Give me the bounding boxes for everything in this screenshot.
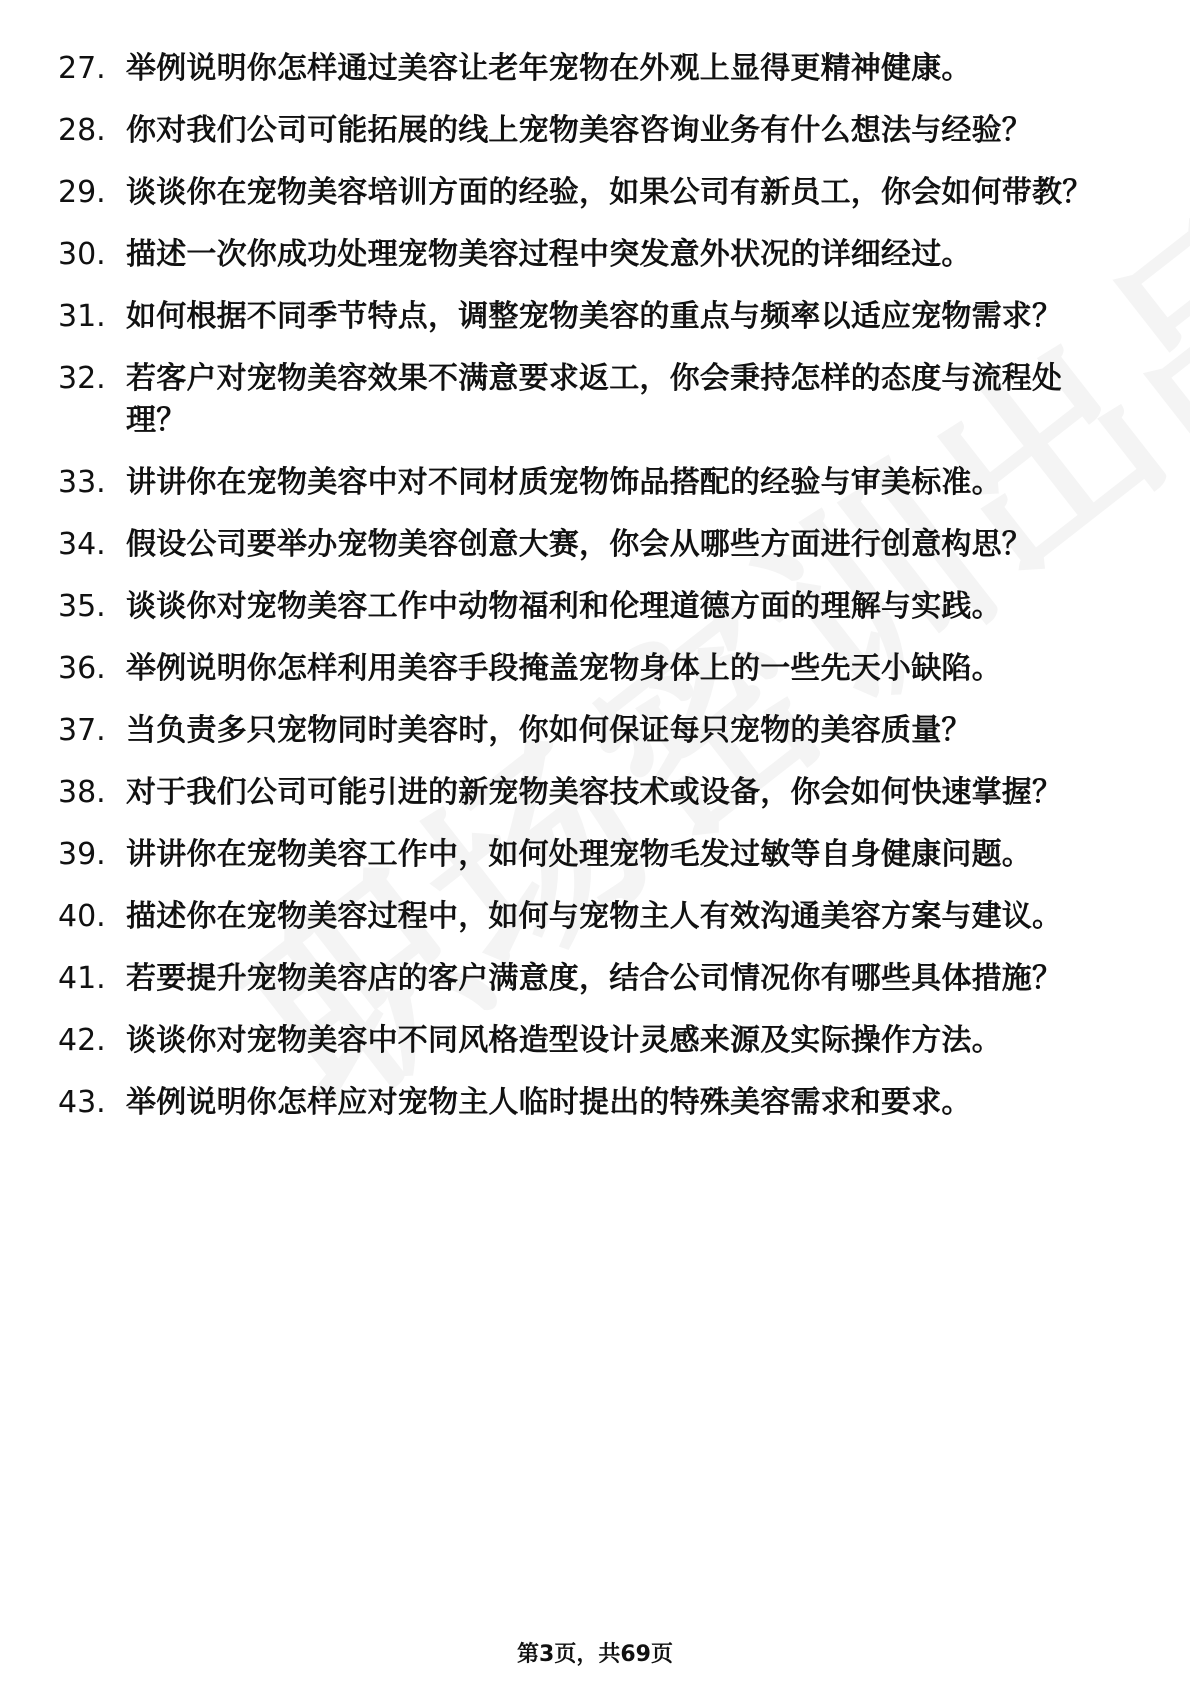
question-number: 29. — [58, 175, 106, 210]
question-text: 当负责多只宠物同时美容时，你如何保证每只宠物的美容质量？ — [126, 713, 972, 748]
question-text: 描述你在宠物美容过程中，如何与宠物主人有效沟通美容方案与建议。 — [126, 899, 1063, 934]
question-number: 40. — [58, 899, 106, 934]
question-text: 若要提升宠物美容店的客户满意度，结合公司情况你有哪些具体措施？ — [126, 961, 1063, 996]
question-number: 34. — [58, 527, 106, 562]
question-item — [58, 834, 1118, 876]
question-number: 27. — [58, 51, 106, 86]
question-text: 对于我们公司可能引进的新宠物美容技术或设备，你会如何快速掌握？ — [126, 775, 1063, 810]
question-text: 假设公司要举办宠物美容创意大赛，你会从哪些方面进行创意构思？ — [126, 527, 1032, 562]
question-text: 谈谈你对宠物美容中不同风格造型设计灵感来源及实际操作方法。 — [126, 1023, 1002, 1058]
question-item — [58, 234, 1118, 276]
question-number: 37. — [58, 713, 106, 748]
question-number: 36. — [58, 651, 106, 686]
question-number: 32. — [58, 361, 106, 396]
question-text: 谈谈你在宠物美容培训方面的经验，如果公司有新员工，你会如何带教？ — [126, 175, 1093, 210]
question-item — [58, 358, 1118, 442]
question-number: 35. — [58, 589, 106, 624]
question-text: 你对我们公司可能拓展的线上宠物美容咨询业务有什么想法与经验？ — [126, 113, 1032, 148]
question-number: 38. — [58, 775, 106, 810]
question-text: 举例说明你怎样通过美容让老年宠物在外观上显得更精神健康。 — [126, 51, 972, 86]
question-item — [58, 710, 1118, 752]
question-list — [58, 48, 1118, 1144]
question-number: 42. — [58, 1023, 106, 1058]
question-item — [58, 524, 1118, 566]
question-text: 举例说明你怎样利用美容手段掩盖宠物身体上的一些先天小缺陷。 — [126, 651, 1002, 686]
question-item — [58, 110, 1118, 152]
question-text: 若客户对宠物美容效果不满意要求返工，你会秉持怎样的态度与流程处理？ — [126, 361, 1063, 438]
question-text: 讲讲你在宠物美容工作中，如何处理宠物毛发过敏等自身健康问题。 — [126, 837, 1032, 872]
question-text: 如何根据不同季节特点，调整宠物美容的重点与频率以适应宠物需求？ — [126, 299, 1063, 334]
question-item — [58, 1082, 1118, 1124]
question-item — [58, 958, 1118, 1000]
question-number: 43. — [58, 1085, 106, 1120]
question-item — [58, 172, 1118, 214]
question-number: 41. — [58, 961, 106, 996]
question-item — [58, 296, 1118, 338]
question-number: 28. — [58, 113, 106, 148]
question-text: 谈谈你对宠物美容工作中动物福利和伦理道德方面的理解与实践。 — [126, 589, 1002, 624]
question-item — [58, 772, 1118, 814]
question-item — [58, 586, 1118, 628]
question-item — [58, 48, 1118, 90]
question-item — [58, 462, 1118, 504]
page-footer: 第3页，共69页 — [517, 1642, 673, 1667]
question-item — [58, 648, 1118, 690]
question-text: 描述一次你成功处理宠物美容过程中突发意外状况的详细经过。 — [126, 237, 972, 272]
question-item — [58, 896, 1118, 938]
question-text: 讲讲你在宠物美容中对不同材质宠物饰品搭配的经验与审美标准。 — [126, 465, 1002, 500]
question-item — [58, 1020, 1118, 1062]
question-number: 33. — [58, 465, 106, 500]
question-number: 30. — [58, 237, 106, 272]
question-number: 39. — [58, 837, 106, 872]
question-number: 31. — [58, 299, 106, 334]
question-text: 举例说明你怎样应对宠物主人临时提出的特殊美容需求和要求。 — [126, 1085, 972, 1120]
